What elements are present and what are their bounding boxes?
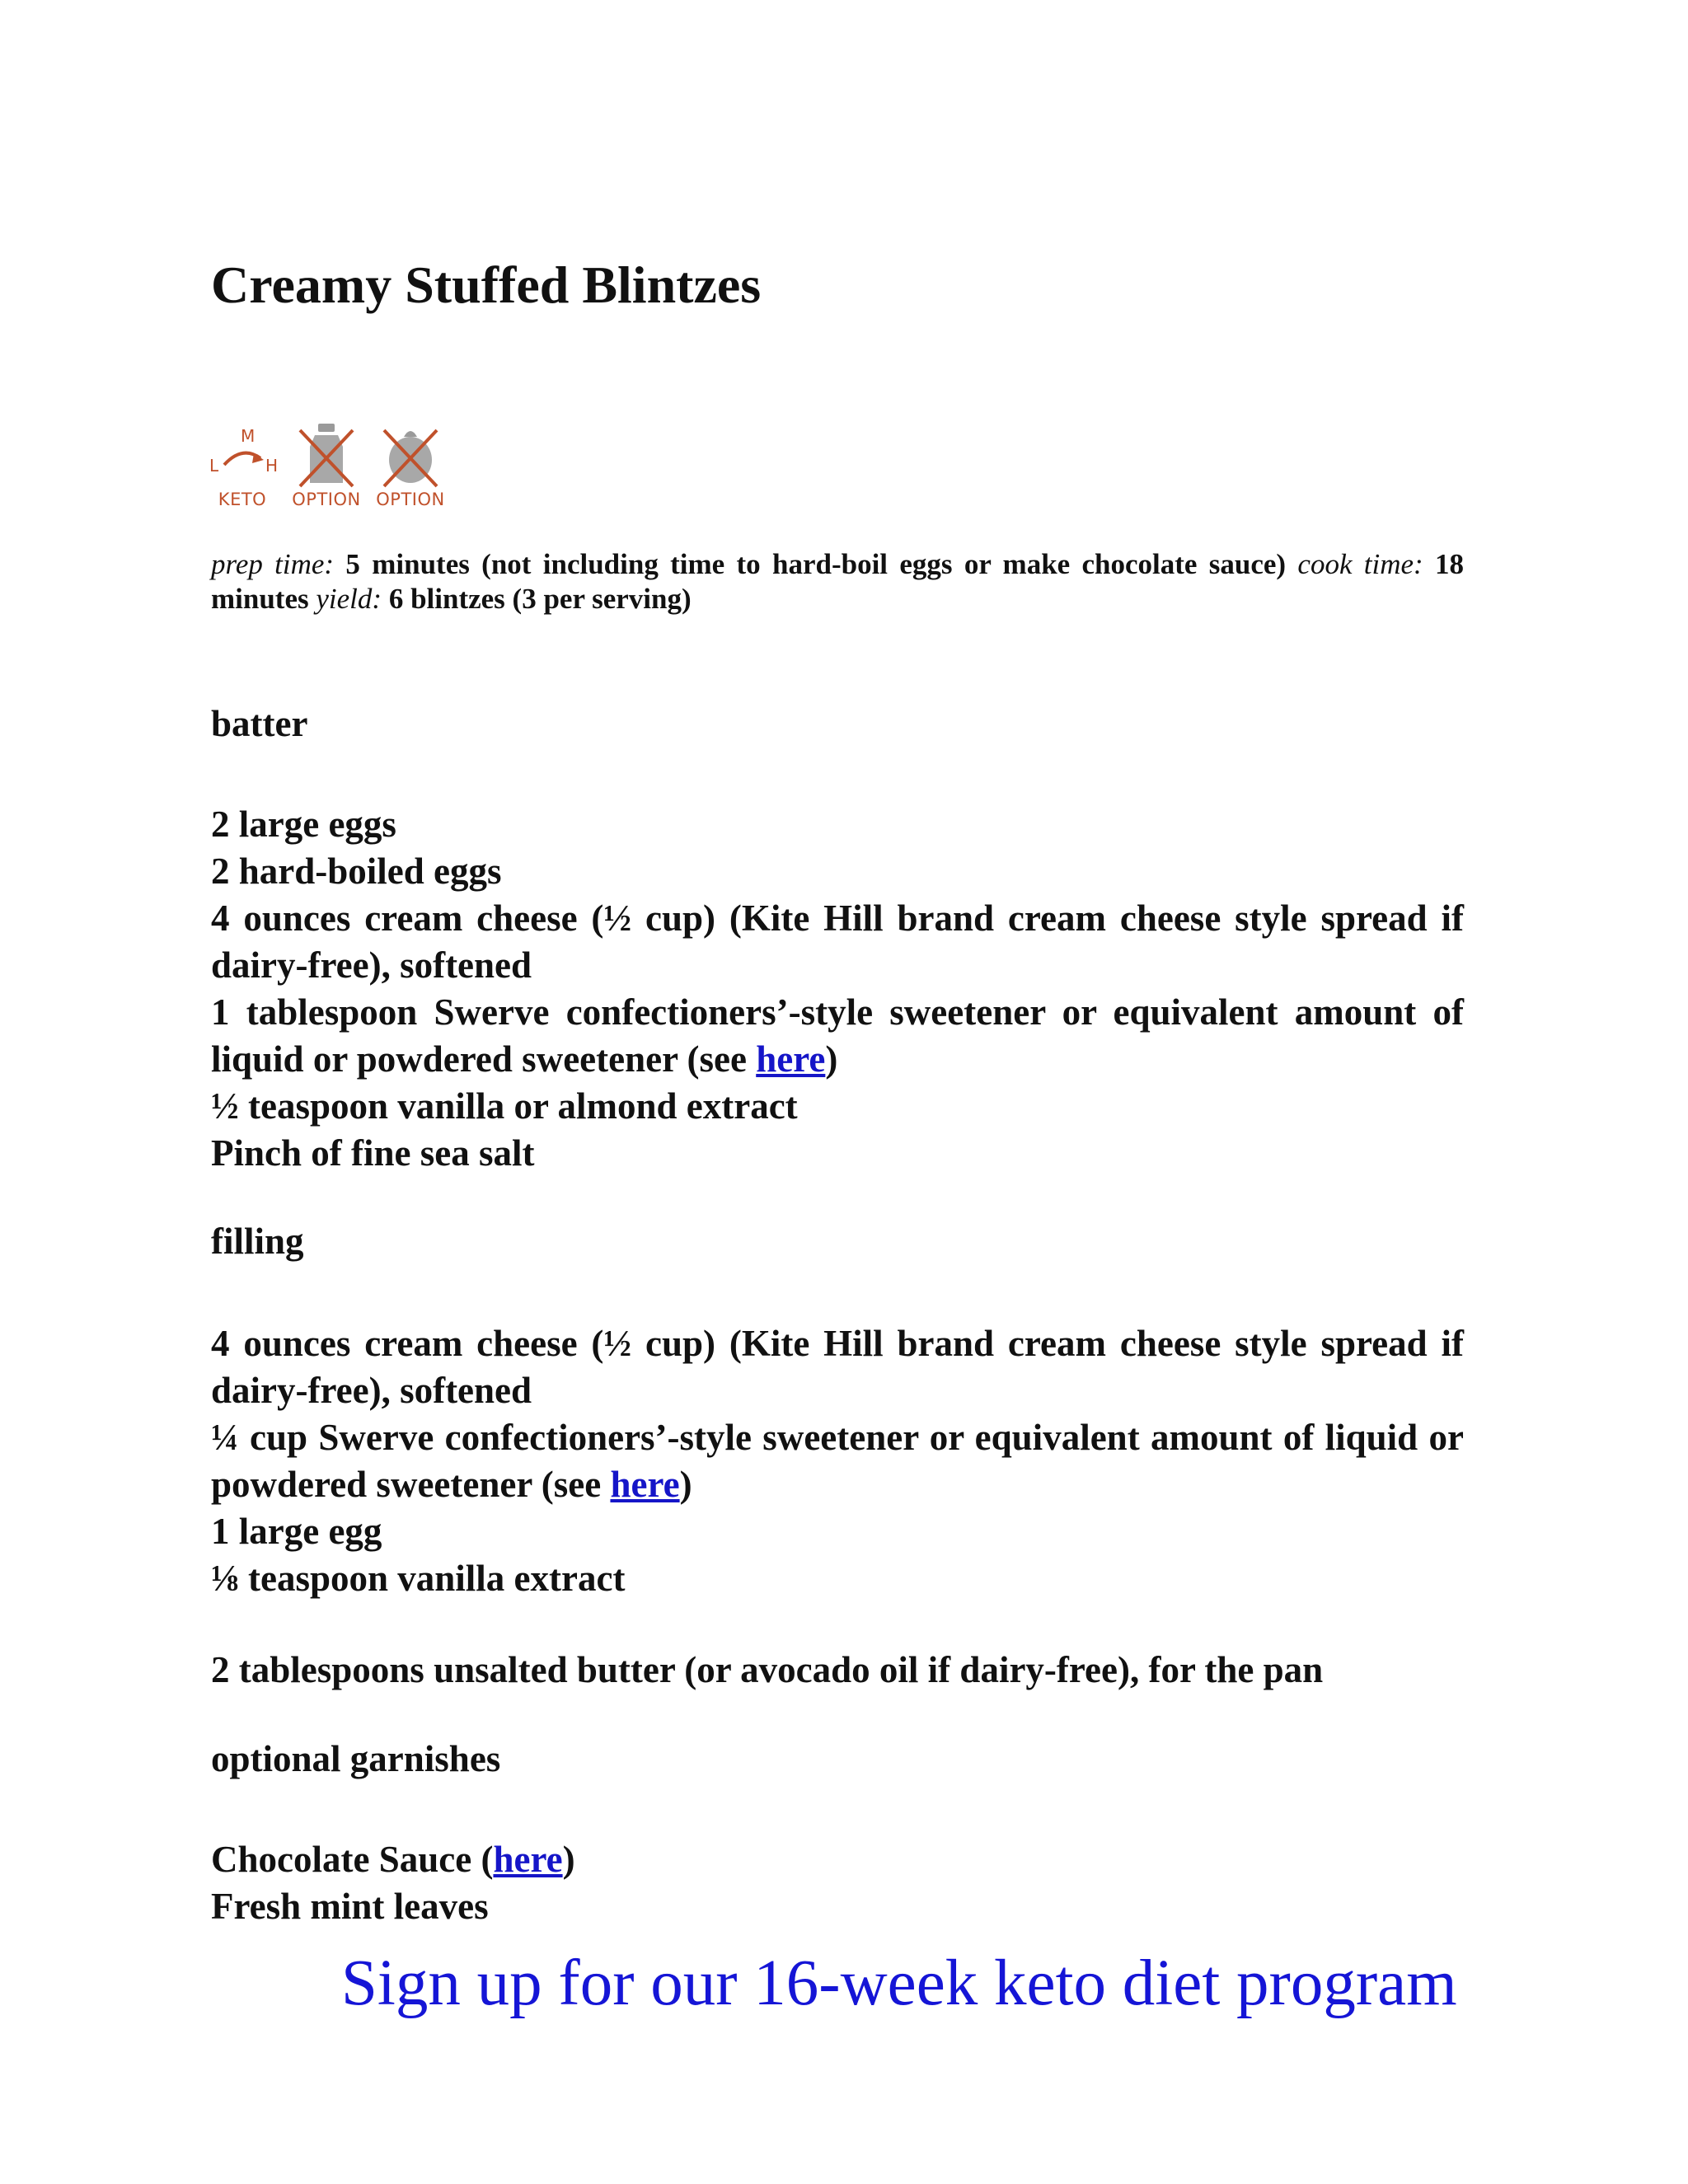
list-item-text: 1 tablespoon Swerve confectioners’-style sweetener or equivalent amount of liquid or powdered sweetener (see — [211, 991, 1464, 1080]
batter-list — [211, 801, 1464, 1177]
keto-meter-l: L — [209, 456, 219, 476]
keto-meter-h: H — [265, 456, 279, 476]
list-item: 4 ounces cream cheese (½ cup) (Kite Hill brand cream cheese style spread if dairy-free), softened — [211, 898, 1464, 986]
close-paren: ) — [562, 1839, 575, 1880]
list-item: ½ teaspoon vanilla or almond extract — [211, 1085, 798, 1127]
list-item-text: Chocolate Sauce ( — [211, 1839, 494, 1880]
nut-free-option-icon — [371, 417, 450, 493]
list-item: 2 hard-boiled eggs — [211, 851, 502, 892]
filling-sweetener-here-link[interactable]: here — [610, 1464, 680, 1505]
yield-value: 6 blintzes (3 per serving) — [388, 583, 692, 615]
diet-badges — [203, 417, 450, 514]
chocolate-sauce-here-link[interactable]: here — [493, 1839, 563, 1880]
list-item: 2 large eggs — [211, 804, 396, 845]
keto-meter-m: M — [241, 426, 256, 446]
list-item: 1 large egg — [211, 1511, 382, 1552]
garnishes-heading: optional garnishes — [211, 1738, 501, 1779]
prep-time-value: 5 minutes (not including time to hard-boil eggs or make chocolate sauce) — [345, 548, 1287, 580]
cook-time-label: cook time: — [1297, 548, 1423, 580]
list-item — [211, 1414, 1464, 1508]
nut-free-badge — [371, 417, 450, 514]
list-item — [211, 1836, 1464, 1883]
sweetener-here-link[interactable]: here — [756, 1038, 826, 1080]
list-item: ⅛ teaspoon vanilla extract — [211, 1558, 626, 1599]
filling-list — [211, 1320, 1464, 1602]
recipe-meta — [211, 547, 1464, 616]
garnishes-list — [211, 1836, 1464, 1930]
list-item-text: ¼ cup Swerve confectioners’-style sweetener or equivalent amount of liquid or powdered sweetener (see — [211, 1417, 1464, 1505]
dairy-free-badge — [287, 417, 366, 514]
nut-free-badge-label: OPTION — [376, 490, 445, 509]
keto-badge-label: KETO — [218, 490, 267, 509]
keto-badge — [203, 417, 282, 514]
keto-meter-icon — [203, 417, 282, 493]
list-item: Pinch of fine sea salt — [211, 1132, 535, 1174]
filling-heading: filling — [211, 1221, 304, 1262]
list-item: 4 ounces cream cheese (½ cup) (Kite Hill brand cream cheese style spread if dairy-free), softened — [211, 1323, 1464, 1411]
close-paren: ) — [825, 1038, 838, 1080]
dairy-free-option-icon — [287, 417, 366, 493]
dairy-free-badge-label: OPTION — [292, 490, 361, 509]
list-item: Fresh mint leaves — [211, 1886, 489, 1927]
recipe-title: Creamy Stuffed Blintzes — [211, 255, 762, 314]
close-paren: ) — [679, 1464, 692, 1505]
signup-link[interactable]: Sign up for our 16-week keto diet program — [341, 1947, 1457, 2019]
yield-label: yield: — [316, 583, 382, 615]
pan-item: 2 tablespoons unsalted butter (or avocado oil if dairy-free), for the pan — [211, 1649, 1324, 1690]
list-item — [211, 989, 1464, 1083]
batter-heading: batter — [211, 703, 308, 744]
prep-time-label: prep time: — [211, 548, 335, 580]
cook-time-value: 18 minutes — [211, 548, 1465, 615]
